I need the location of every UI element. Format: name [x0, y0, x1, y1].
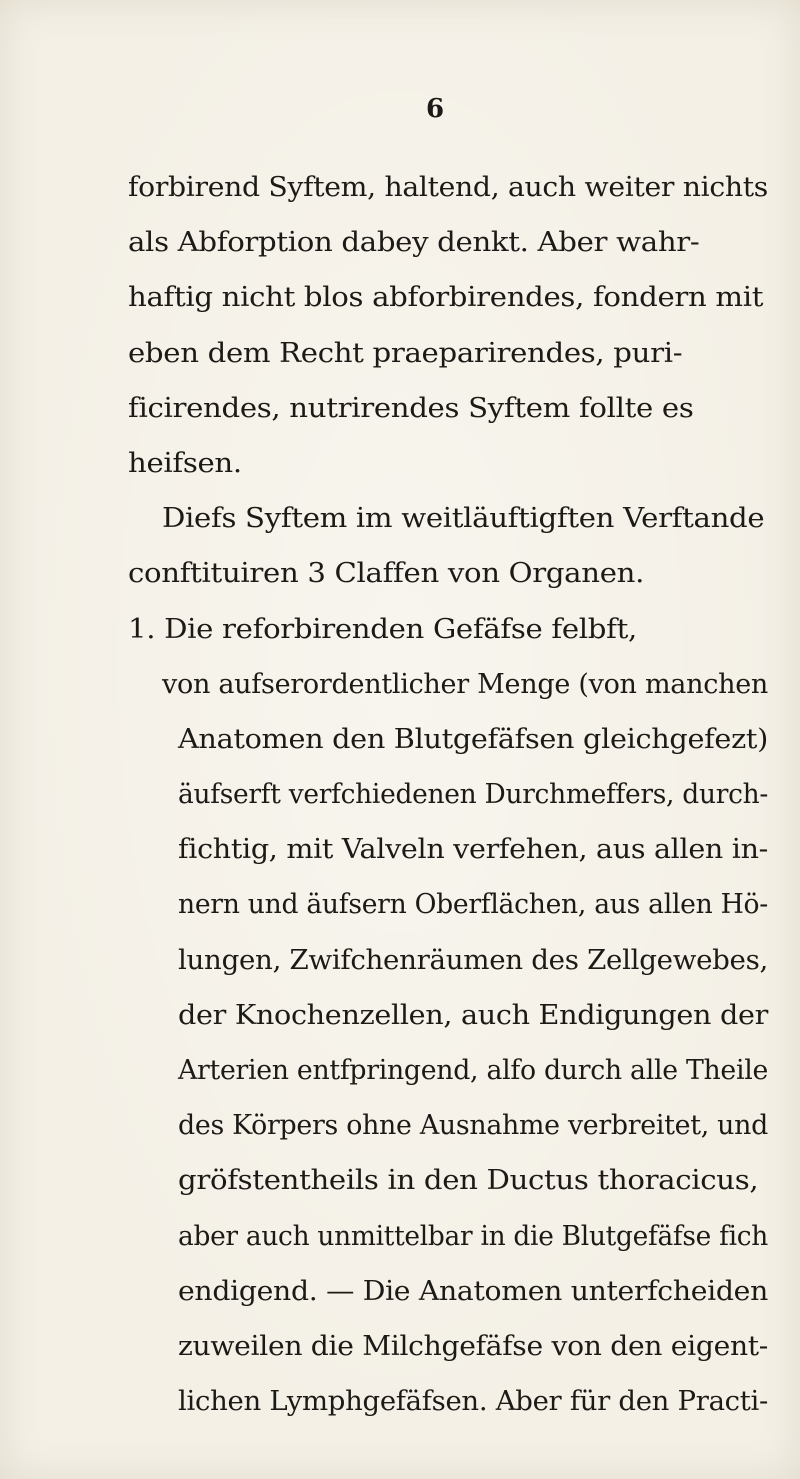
text-line: des Körpers ohne Ausnahme verbreitet, und: [178, 1110, 768, 1142]
text-line: ficirendes, nutrirendes Syftem follte es: [128, 392, 694, 424]
text-line: äufserft verfchiedenen Durchmeffers, durch-: [178, 779, 769, 811]
text-line: heifsen.: [128, 447, 242, 479]
text-line: fichtig, mit Valveln verfehen, aus allen in-: [178, 834, 769, 866]
body-text: [128, 160, 768, 1429]
text-line: gröfstentheils in den Ductus thoracicus,: [178, 1165, 759, 1197]
text-line: Anatomen den Blutgefäfsen gleichgefezt): [178, 723, 769, 755]
page-number: 6: [426, 94, 445, 124]
text-line: Diefs Syftem im weitläuftigften Verftande: [162, 503, 765, 535]
text-line: conftituiren 3 Claffen von Organen.: [128, 558, 645, 590]
text-line: Arterien entfpringend, alfo durch alle Theile: [178, 1055, 769, 1086]
text-line: lungen, Zwifchenräumen des Zellgewebes,: [178, 944, 769, 976]
text-line: endigend. — Die Anatomen unterfcheiden: [178, 1275, 768, 1307]
text-line: lichen Lymphgefäfsen. Aber für den Practi-: [178, 1386, 768, 1418]
text-line: zuweilen die Milchgefäfse von den eigent-: [178, 1330, 769, 1362]
text-line: von aufserordentlicher Menge (von manchen: [162, 668, 769, 700]
text-line: der Knochenzellen, auch Endigungen der: [178, 999, 768, 1031]
text-line: 1. Die reforbirenden Gefäfse felbft,: [128, 613, 637, 645]
text-line: eben dem Recht praeparirendes, puri-: [128, 337, 683, 369]
text-line: forbirend Syftem, haltend, auch weiter nichts: [128, 172, 768, 203]
text-line: aber auch unmittelbar in die Blutgefäfse fich: [178, 1220, 769, 1252]
text-line: haftig nicht blos abforbirendes, fondern mit: [128, 282, 764, 314]
text-line: nern und äufsern Oberflächen, aus allen Hö-: [178, 889, 768, 921]
text-line: als Abforption dabey denkt. Aber wahr-: [128, 227, 700, 259]
